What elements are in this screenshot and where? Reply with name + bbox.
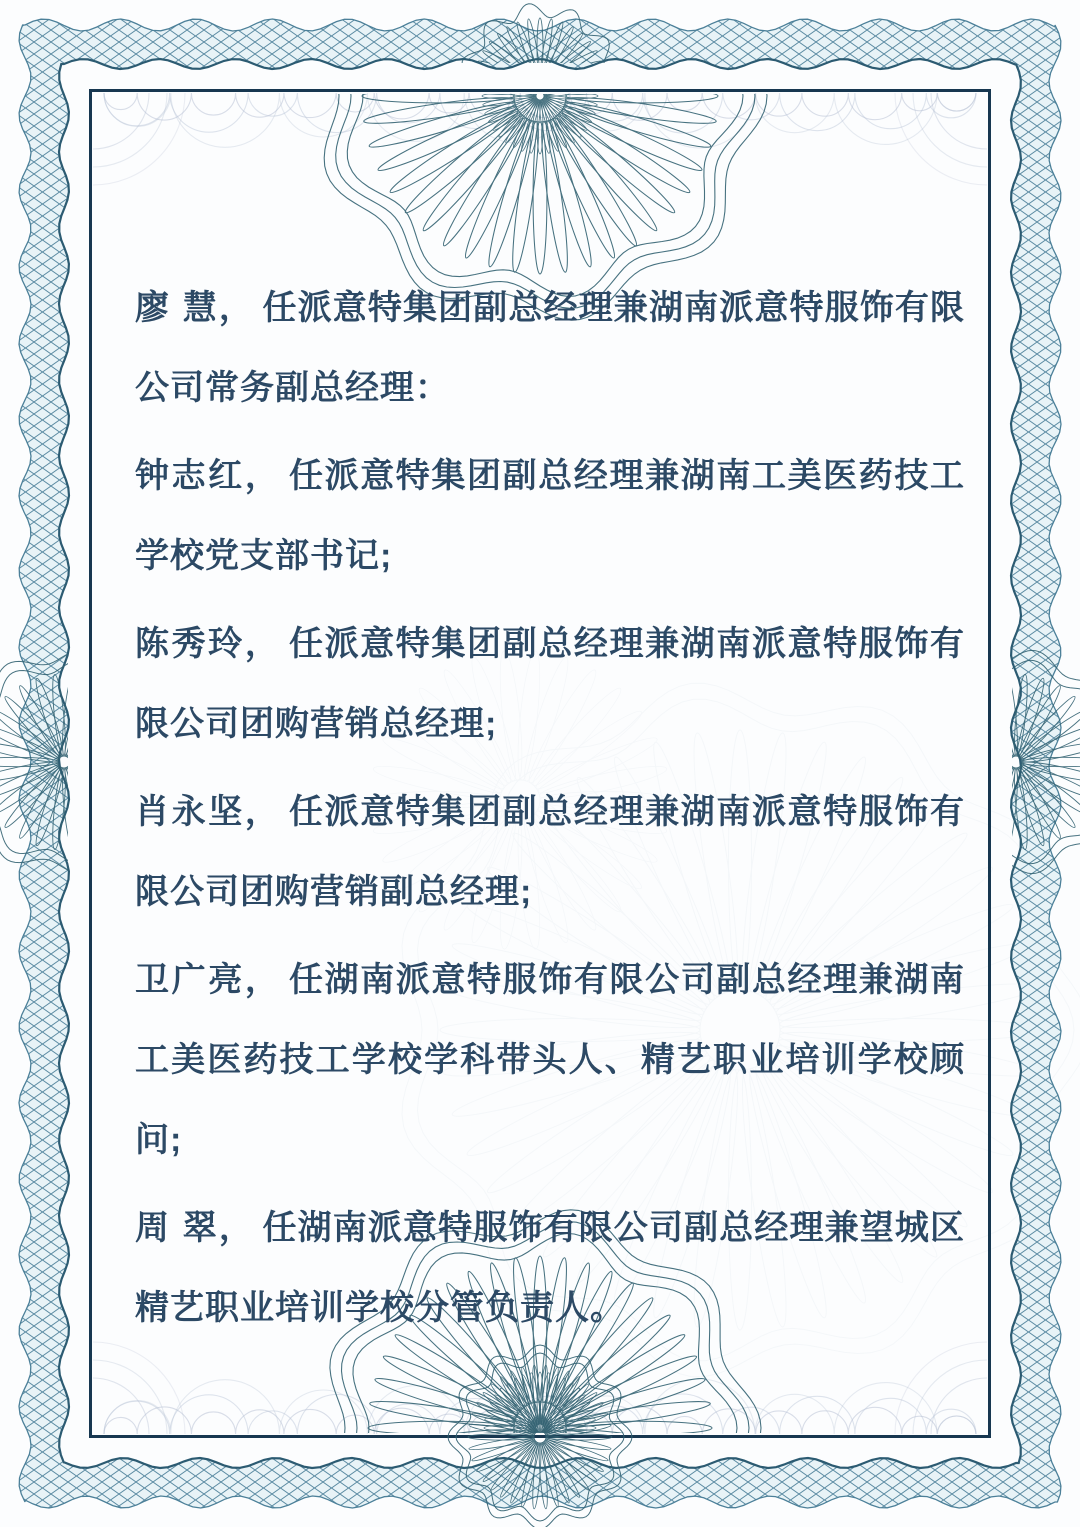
person-role: 任湖南派意特服饰有限公司副总经理兼望城区精艺职业培训学校分管负责人。 [135, 1209, 965, 1327]
person-name: 钟志红 [135, 457, 245, 495]
person-name: 廖 慧 [135, 289, 219, 327]
person-role: 任派意特集团副总经理兼湖南派意特服饰有限公司团购营销总经理; [135, 625, 966, 743]
person-role: 任派意特集团副总经理兼湖南工美医药技工学校党支部书记; [135, 457, 966, 575]
appointment-entry [135, 940, 965, 1180]
punctuation-comma: ， [218, 1209, 254, 1247]
appointment-entry [135, 604, 965, 764]
appointment-text-block [135, 268, 965, 1356]
person-role: 任湖南派意特服饰有限公司副总经理兼湖南工美医药技工学校学科带头人、精艺职业培训学校顾问; [135, 961, 966, 1159]
person-name: 周 翠 [135, 1209, 219, 1247]
appointment-entry [135, 436, 965, 596]
punctuation-comma: ， [244, 961, 281, 999]
appointment-entry [135, 268, 965, 428]
punctuation-comma: ， [244, 625, 281, 663]
person-name: 陈秀玲 [135, 625, 245, 663]
punctuation-comma: ， [244, 457, 281, 495]
person-name: 卫广亮 [135, 961, 245, 999]
appointment-entry [135, 772, 965, 932]
person-name: 肖永坚 [135, 793, 245, 831]
appointment-entry [135, 1188, 965, 1348]
punctuation-comma: ， [218, 289, 254, 327]
punctuation-comma: ， [244, 793, 281, 831]
person-role: 任派意特集团副总经理兼湖南派意特服饰有限公司团购营销副总经理; [135, 793, 966, 911]
person-role: 任派意特集团副总经理兼湖南派意特服饰有限公司常务副总经理： [135, 289, 965, 407]
